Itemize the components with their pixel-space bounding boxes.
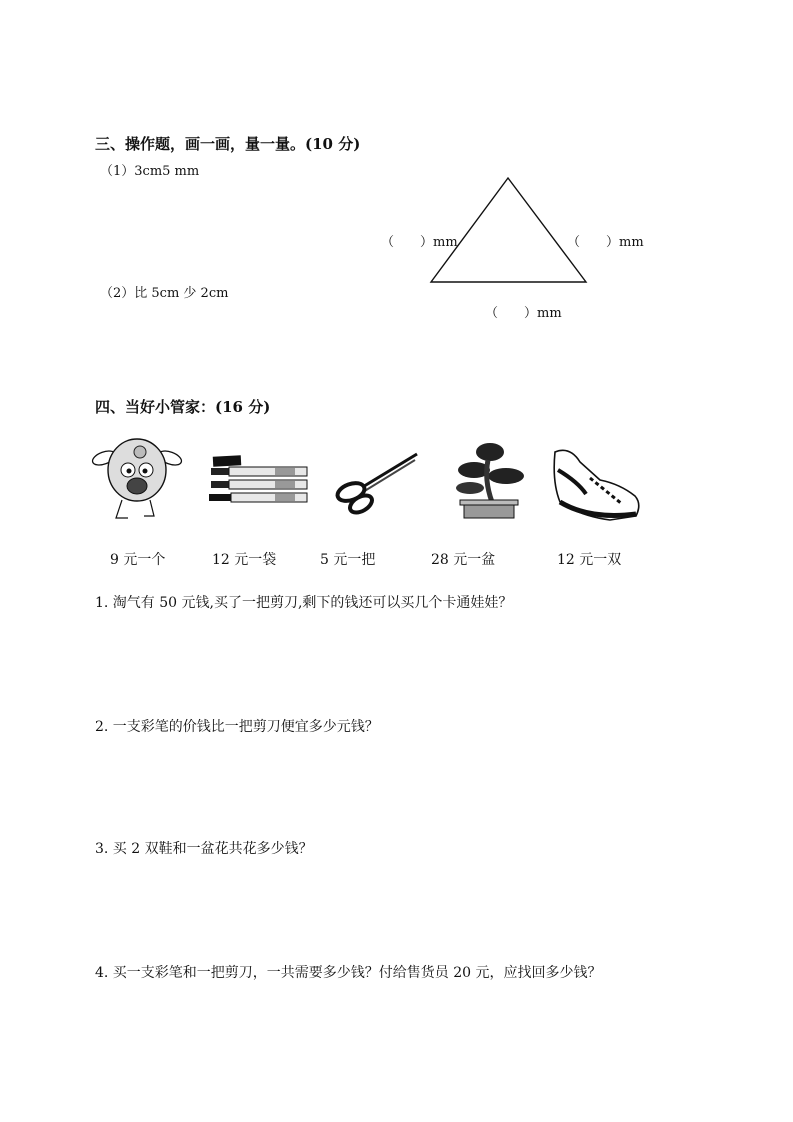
scissors-icon (333, 450, 423, 515)
question-4: 4. 买一支彩笔和一把剪刀，一共需要多少钱？付给售货员 20 元，应找回多少钱？ (95, 965, 602, 981)
triangle-shape (431, 178, 586, 282)
question-3: 3. 买 2 双鞋和一盆花共花多少钱？ (95, 841, 313, 857)
triangle-left-label: （ ）mm (381, 235, 458, 250)
cartoon-doll-icon (92, 430, 182, 525)
section4-title: 四、当好小管家：(16 分) (95, 398, 271, 416)
triangle-right-label: （ ）mm (567, 235, 644, 250)
bonsai-icon (448, 440, 528, 525)
triangle-bottom-label: （ ）mm (485, 306, 562, 321)
price-label: 5 元一把 (320, 552, 376, 568)
price-label: 12 元一双 (557, 552, 622, 568)
item1-label: （1）3cm5 mm (100, 164, 200, 179)
question-2: 2. 一支彩笔的价钱比一把剪刀便宜多少元钱？ (95, 719, 379, 735)
shoe-icon (550, 442, 645, 527)
triangle-figure (0, 0, 793, 400)
item2-label: （2）比 5cm 少 2cm (100, 286, 229, 301)
price-label: 28 元一盆 (431, 552, 496, 568)
markers-icon (205, 450, 315, 510)
price-label: 9 元一个 (110, 552, 166, 568)
section3-title: 三、操作题，画一画，量一量。(10 分) (95, 135, 361, 153)
question-1: 1. 淘气有 50 元钱,买了一把剪刀,剩下的钱还可以买几个卡通娃娃？ (95, 595, 513, 611)
price-label: 12 元一袋 (212, 552, 277, 568)
